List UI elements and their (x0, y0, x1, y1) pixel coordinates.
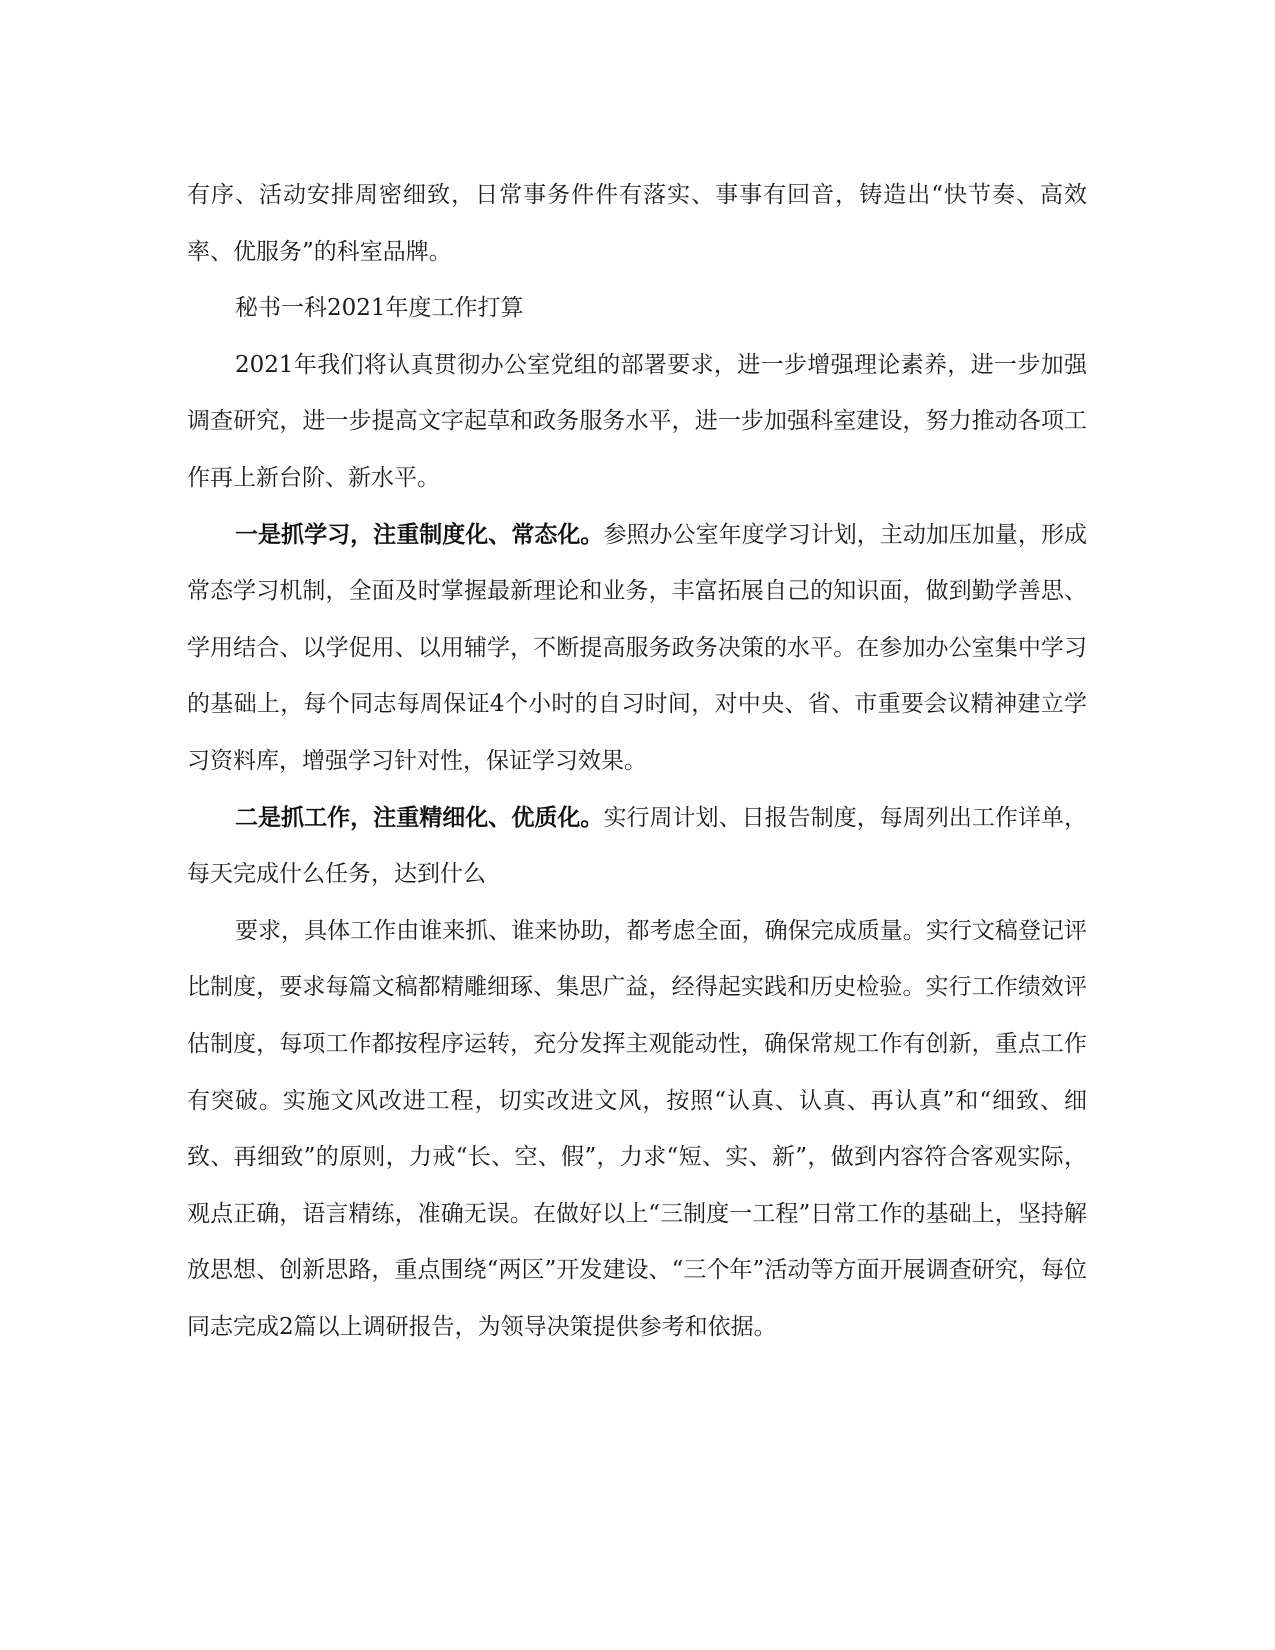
paragraph-study (187, 507, 1087, 790)
work-body: 实行周计划、日报告制度，每周列出工作详单，每天完成什么任务，达到什么 (187, 804, 1088, 888)
work-lead-bold: 二是抓工作，注重精细化、优质化。 (235, 803, 604, 831)
paragraph-work-continued: 要求，具体工作由谁来抓、谁来协助，都考虑全面，确保完成质量。实行文稿登记评比制度，要求每篇文稿都精雕细琢、集思广益，经得起实践和历史检验。实行工作绩效评估制度，每项工作都按程序运转，充分发挥主观能动性，确保常规工作有创新，重点工作有突破。实施文风改进工程，切实改进文风，按照“认真、认真、再认真”和“细致、细致、再细致”的原则，力戒“长、空、假”，力求“短、实、新”，做到内容符合客观实际，观点正确，语言精练，准确无误。在做好以上“三制度一工程”日常工作的基础上，坚持解放思想、创新思路，重点围绕“两区”开发建设、“三个年”活动等方面开展调查研究，每位同志完成2篇以上调研报告，为领导决策提供参考和依据。 (187, 917, 1087, 1340)
section-heading: 秘书一科2021年度工作打算 (235, 295, 524, 322)
document-body (187, 167, 1087, 1355)
paragraph-intro: 2021年我们将认真贯彻办公室党组的部署要求，进一步增强理论素养，进一步加强调查研究，进一步提高文字起草和政务服务水平，进一步加强科室建设，努力推动各项工作再上新台阶、新水平。 (187, 351, 1087, 491)
paragraph-work (187, 790, 1087, 903)
paragraph-continuation: 有序、活动安排周密细致，日常事务件件有落实、事事有回音，铸造出“快节奏、高效率、优服务”的科室品牌。 (187, 182, 1087, 265)
study-lead-bold: 一是抓学习，注重制度化、常态化。 (235, 520, 604, 548)
study-body: 参照办公室年度学习计划，主动加压加量，形成常态学习机制，全面及时掌握最新理论和业务，丰富拓展自己的知识面，做到勤学善思、学用结合、以学促用、以用辅学，不断提高服务政务决策的水平。在参加办公室集中学习的基础上，每个同志每周保证4个小时的自习时间，对中央、省、市重要会议精神建立学习资料库，增强学习针对性，保证学习效果。 (187, 521, 1088, 774)
